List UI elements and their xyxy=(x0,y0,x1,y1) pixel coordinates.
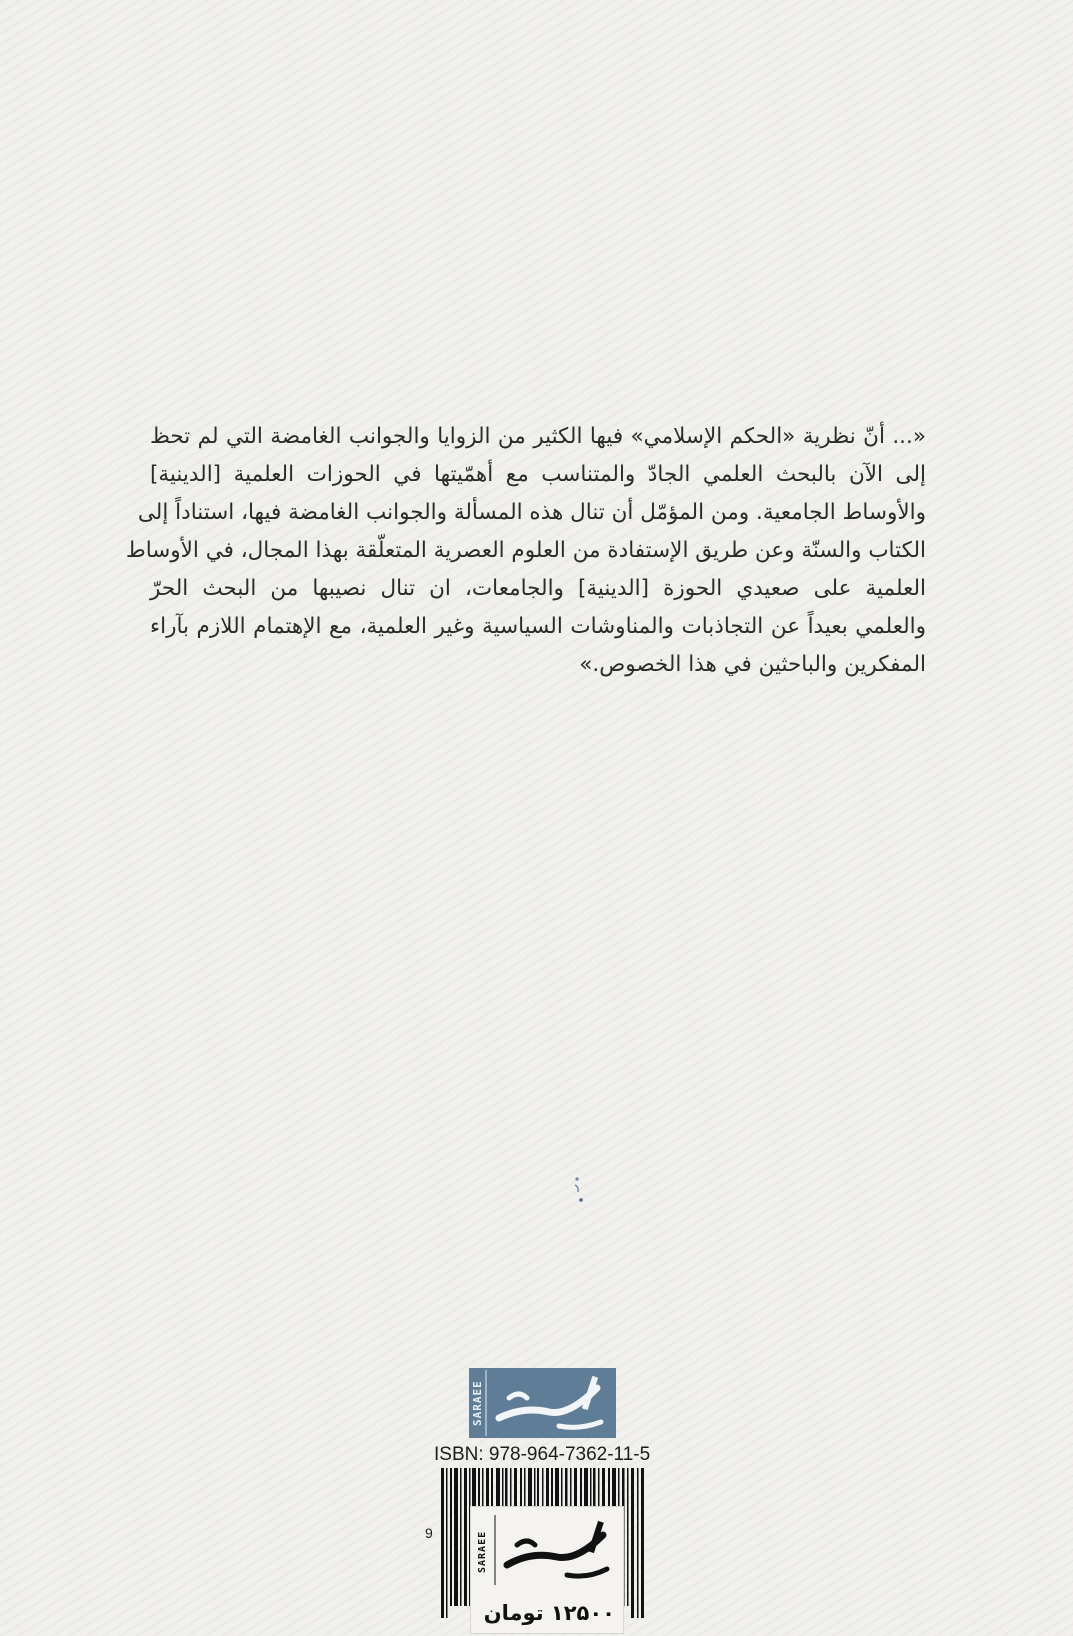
sticker-logo-text: SARAEE xyxy=(477,1530,488,1574)
barcode-leading-digit: 9 xyxy=(425,1525,433,1541)
price-sticker xyxy=(470,1506,624,1634)
quote-line: والأوساط الجامعية. ومن المؤمّل أن تنال هذه المسألة والجوانب الغامضة فيها، استناداً إلى xyxy=(137,500,926,525)
ink-speck-icon xyxy=(572,1175,586,1205)
publisher-logo-text: SARAEE xyxy=(471,1380,484,1426)
quote-line: إلى الآن بالبحث العلمي الجادّ والمتناسب مع أهمّيتها في الحوزات العلمية [الدينية] xyxy=(150,462,926,487)
price-label: ۱۲۵۰۰ تومان xyxy=(483,1601,615,1625)
quote-line: المفكرين والباحثين في هذا الخصوص.» xyxy=(579,652,926,677)
quote-line: العلمية على صعيدي الحوزة [الدينية] والجامعات، ان تنال نصيبها من البحث الحرّ xyxy=(150,576,926,601)
quote-line: والعلمي بعيداً عن التجاذبات والمناوشات السياسية وغير العلمية، مع الإهتمام اللازم بآراء xyxy=(150,614,926,639)
isbn-number: ISBN: 978-964-7362-11-5 xyxy=(434,1444,651,1465)
saraee-calligraphy-logo-icon xyxy=(469,1368,616,1438)
quote-line: الكتاب والسنّة وعن طريق الإستفادة من العلوم العصرية المتعلّقة بهذا المجال، في الأوساط xyxy=(125,538,926,563)
back-cover-quote xyxy=(125,418,926,684)
publisher-logo xyxy=(469,1368,616,1438)
sticker-saraee-logo-icon xyxy=(471,1507,623,1587)
quote-line: «... أنّ نظرية «الحكم الإسلامي» فيها الكثير من الزوايا والجوانب الغامضة التي لم تحظ xyxy=(150,424,926,449)
